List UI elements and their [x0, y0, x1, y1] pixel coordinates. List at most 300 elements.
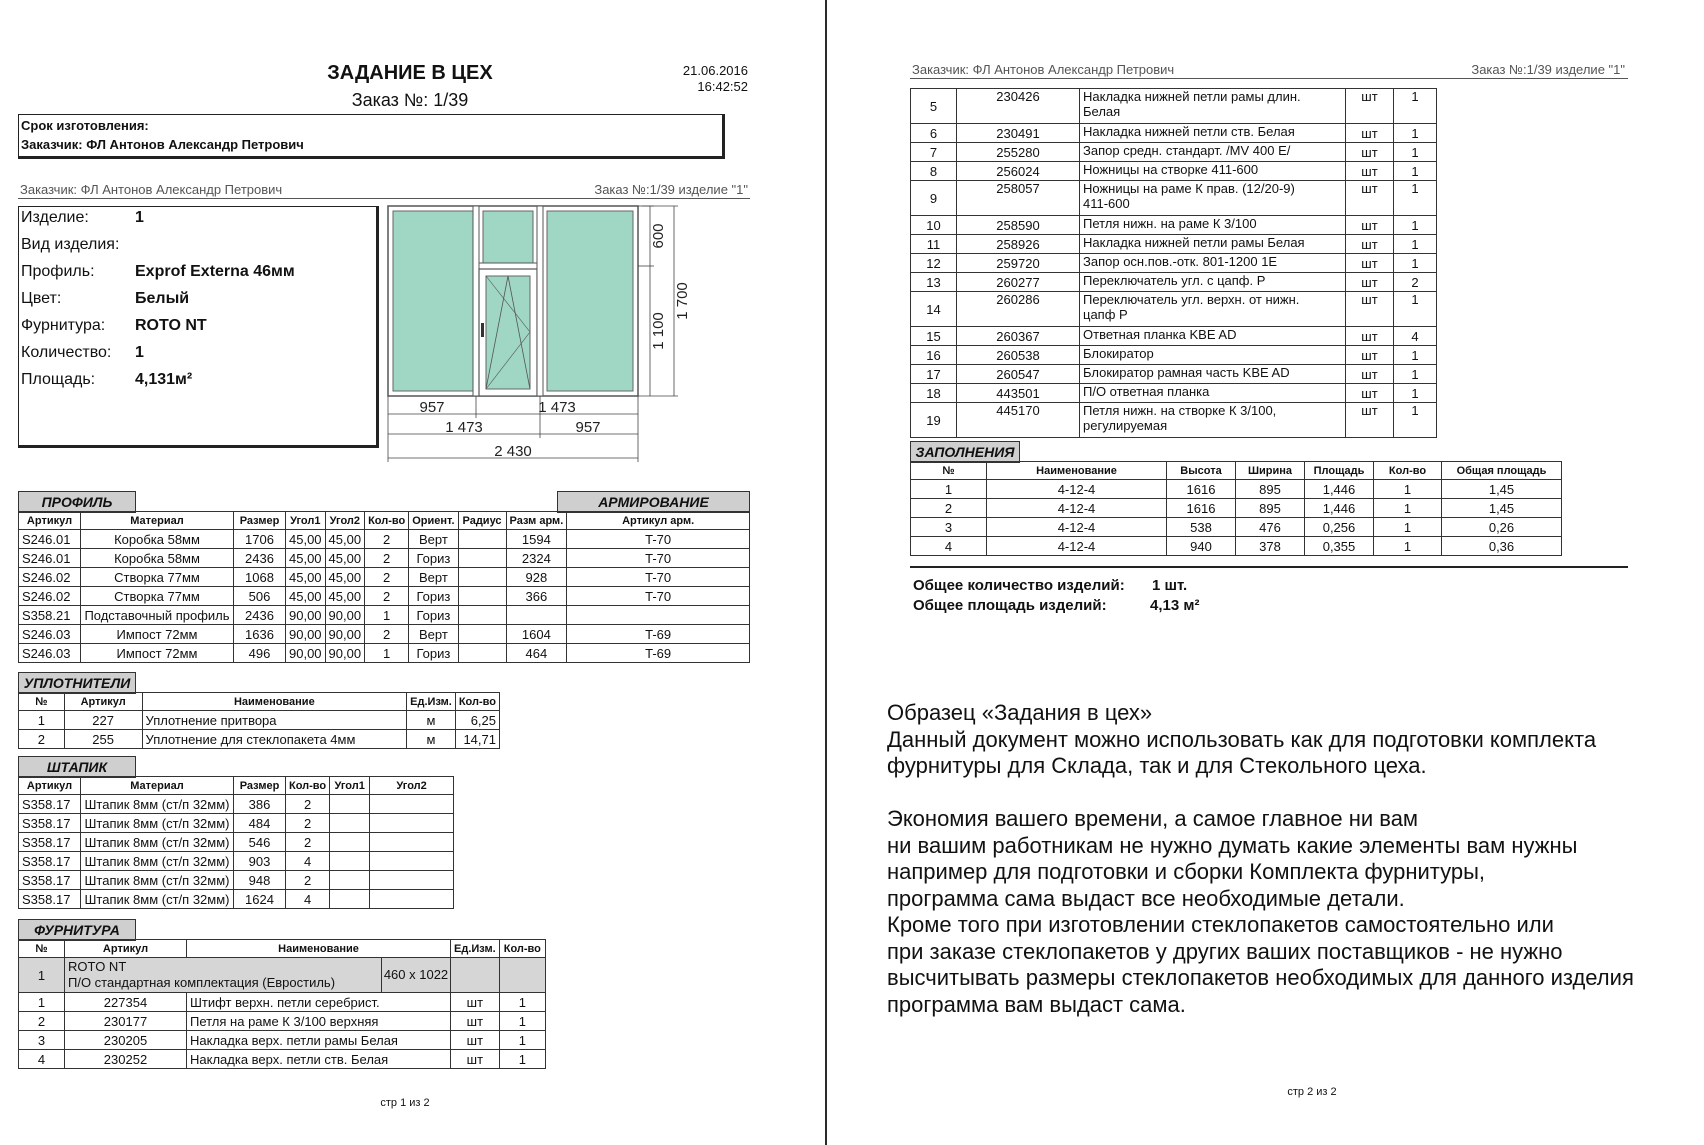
hardware-row [911, 327, 1437, 346]
profile-cell: S246.02 [19, 587, 81, 606]
description-line: Данный документ можно использовать как для подготовки комплекта [887, 726, 1597, 752]
bead-header-4: Угол1 [330, 777, 370, 795]
hardware-cell: 2 [19, 1012, 65, 1031]
hardware-cell: 230491 [957, 124, 1080, 143]
page-header-customer: Заказчик: ФЛ Антонов Александр Петрович [20, 182, 283, 197]
bead-cell [330, 852, 370, 871]
hardware-row [911, 254, 1437, 273]
profile-cell: Створка 77мм [81, 568, 234, 587]
fill-cell: 0,26 [1442, 518, 1562, 537]
profile-cell: Верт [409, 568, 458, 587]
fill-cell: 1 [1374, 480, 1442, 499]
fill-cell: 4-12-4 [987, 518, 1167, 537]
fill-row [911, 518, 1562, 537]
profile-cell: 366 [506, 587, 567, 606]
bead-cell: 4 [286, 890, 330, 909]
profile-cell: 2 [365, 549, 409, 568]
fill-header-1: Наименование [987, 462, 1167, 480]
seals-cell: 1 [19, 711, 65, 730]
page-number: стр 1 из 2 [380, 1097, 430, 1109]
bead-header-1: Материал [81, 777, 234, 795]
hardware-name-line: Переключатель угл. с цапф. Р [1083, 273, 1266, 288]
hardware-cell [1080, 273, 1346, 292]
hardware-cell: 260286 [957, 292, 1080, 327]
hardware-cell: 15 [911, 327, 957, 346]
bead-cell: S358.17 [19, 795, 81, 814]
bead-cell: 386 [234, 795, 286, 814]
bead-cell [370, 852, 454, 871]
bead-cell: 2 [286, 795, 330, 814]
profile-cell: 2 [365, 568, 409, 587]
seals-table [18, 692, 500, 749]
fill-cell: 378 [1236, 537, 1305, 556]
profile-cell [458, 644, 506, 663]
profile-cell: 45,00 [325, 587, 365, 606]
dim-left-b: 1 473 [445, 419, 483, 436]
hardware-cell [1080, 235, 1346, 254]
hardware-cell: шт [1346, 181, 1394, 216]
bead-cell: Штапик 8мм (ст/п 32мм) [81, 852, 234, 871]
profile-cell: T-69 [567, 625, 750, 644]
hardware-cell [1080, 327, 1346, 346]
bead-row [19, 852, 454, 871]
bead-cell: S358.17 [19, 833, 81, 852]
hardware-cell: 1 [1394, 162, 1437, 181]
bead-cell: S358.17 [19, 852, 81, 871]
profile-header-4: Угол2 [325, 512, 365, 530]
print-date: 21.06.2016 [682, 63, 748, 78]
hardware-cell: 1 [499, 993, 545, 1012]
hardware-row [19, 1050, 546, 1069]
hardware-group-name: ROTO NT [68, 959, 127, 974]
bead-cell: 546 [234, 833, 286, 852]
hardware-row [911, 124, 1437, 143]
profile-cell: 2436 [234, 549, 286, 568]
profile-cell: T-70 [567, 549, 750, 568]
hardware-cell: 13 [911, 273, 957, 292]
hardware-cell: 1 [1394, 89, 1437, 124]
bead-row [19, 814, 454, 833]
fill-cell: 4-12-4 [987, 537, 1167, 556]
hardware-cell: 6 [911, 124, 957, 143]
profile-cell: 506 [234, 587, 286, 606]
impost-right [537, 206, 543, 396]
page-number: стр 2 из 2 [1287, 1086, 1337, 1098]
hardware-row [19, 993, 546, 1012]
bead-cell: Штапик 8мм (ст/п 32мм) [81, 795, 234, 814]
seals-header-0: № [19, 693, 65, 711]
seals-row [19, 711, 500, 730]
hardware-header-row [19, 940, 546, 958]
profile-header-6: Ориент. [409, 512, 458, 530]
hardware-row [19, 1012, 546, 1031]
bead-cell [330, 871, 370, 890]
bead-cell: S358.17 [19, 814, 81, 833]
hardware-cell: 1 [1394, 346, 1437, 365]
description-line: при заказе стеклопакетов у других ваших поставщиков - не нужно [887, 938, 1563, 964]
seals-cell: 6,25 [455, 711, 499, 730]
hardware-cell: шт [1346, 124, 1394, 143]
hardware-cell: 8 [911, 162, 957, 181]
hardware-cell: 1 [1394, 292, 1437, 327]
hardware-name-line: Накладка нижней петли рамы длин. [1083, 89, 1301, 104]
profile-table [18, 511, 750, 663]
page-1 [0, 0, 825, 1145]
profile-header-8: Разм арм. [506, 512, 567, 530]
description-line: программа вам выдаст сама. [887, 991, 1186, 1017]
bead-header-2: Размер [234, 777, 286, 795]
profile-header-5: Кол-во [365, 512, 409, 530]
profile-cell: 1 [365, 644, 409, 663]
hardware-cell: 1 [1394, 235, 1437, 254]
bead-table [18, 776, 454, 909]
hardware-cell: шт [1346, 384, 1394, 403]
fill-cell: 0,36 [1442, 537, 1562, 556]
profile-cell: T-70 [567, 530, 750, 549]
seals-cell: м [407, 711, 456, 730]
profile-cell: 464 [506, 644, 567, 663]
hardware-cell: 5 [911, 89, 957, 124]
fill-header-3: Ширина [1236, 462, 1305, 480]
profile-cell: 90,00 [325, 606, 365, 625]
header-rule [18, 198, 750, 199]
total-area-value: 4,13 м² [1150, 597, 1200, 614]
header-rule [910, 78, 1628, 79]
hardware-cell: 230252 [65, 1050, 187, 1069]
order-summary-box [18, 114, 725, 159]
info-value-hardware: ROTO NT [135, 317, 207, 334]
profile-header-3: Угол1 [286, 512, 326, 530]
impost-horizontal [479, 263, 537, 269]
fill-cell: 940 [1167, 537, 1236, 556]
profile-row [19, 549, 750, 568]
fill-header-0: № [911, 462, 987, 480]
profile-cell: S246.01 [19, 530, 81, 549]
bead-row [19, 890, 454, 909]
seals-header-3: Ед.Изм. [407, 693, 456, 711]
description-line: Кроме того при изготовлении стеклопакетов самостоятельно или [887, 912, 1554, 937]
profile-header-2: Размер [234, 512, 286, 530]
fill-row [911, 537, 1562, 556]
hardware-cell: 255280 [957, 143, 1080, 162]
bead-cell: S358.17 [19, 871, 81, 890]
fill-table [910, 461, 1562, 556]
hardware-cell: 1 [499, 1031, 545, 1050]
hardware-cell: 230177 [65, 1012, 187, 1031]
page-header-order: Заказ №:1/39 изделие "1" [1471, 62, 1625, 77]
hardware-name-line: Запор средн. стандарт. /MV 400 E/ [1083, 143, 1291, 158]
description-line [887, 780, 1697, 807]
hardware-name-line: Ножницы на створке 411-600 [1083, 162, 1259, 177]
fill-cell: 3 [911, 518, 987, 537]
bead-cell [370, 833, 454, 852]
info-label-quantity: Количество: [21, 344, 112, 361]
hardware-cell: 445170 [957, 403, 1080, 438]
hardware-cell [1080, 403, 1346, 438]
window-drawing [380, 200, 720, 470]
hardware-cell: 1 [1394, 181, 1437, 216]
hardware-cell: 258057 [957, 181, 1080, 216]
hardware-cell: 227354 [65, 993, 187, 1012]
hardware-cell: 1 [1394, 216, 1437, 235]
profile-header-row [19, 512, 750, 530]
glass-right [547, 211, 633, 391]
hardware-row [911, 346, 1437, 365]
hardware-cell: 12 [911, 254, 957, 273]
profile-row [19, 587, 750, 606]
bead-cell [330, 814, 370, 833]
profile-header-1: Материал [81, 512, 234, 530]
profile-cell: S358.21 [19, 606, 81, 625]
sash-handle [481, 323, 484, 337]
hardware-cell: 16 [911, 346, 957, 365]
fill-header-5: Кол-во [1374, 462, 1442, 480]
fill-cell: 538 [1167, 518, 1236, 537]
bead-cell: Штапик 8мм (ст/п 32мм) [81, 814, 234, 833]
fill-cell: 1 [911, 480, 987, 499]
total-area-label: Общее площадь изделий: [913, 597, 1107, 614]
profile-cell: Импост 72мм [81, 625, 234, 644]
bead-cell: Штапик 8мм (ст/п 32мм) [81, 890, 234, 909]
profile-cell: T-70 [567, 587, 750, 606]
profile-row [19, 530, 750, 549]
fill-cell: 1616 [1167, 499, 1236, 518]
bead-cell: 2 [286, 814, 330, 833]
hardware-cell: 1 [1394, 254, 1437, 273]
print-time: 16:42:52 [697, 79, 748, 94]
total-qty-value: 1 шт. [1152, 577, 1188, 594]
hardware-header-1: Артикул [65, 940, 187, 958]
bead-header-row [19, 777, 454, 795]
info-label-product: Изделие: [21, 209, 89, 226]
seals-cell: 227 [64, 711, 142, 730]
profile-cell: 496 [234, 644, 286, 663]
hardware-name-line: Накладка нижней петли рамы Белая [1083, 235, 1305, 250]
hardware-cell: 1 [19, 993, 65, 1012]
fill-cell: 1,45 [1442, 499, 1562, 518]
hardware-cell: 1 [1394, 365, 1437, 384]
fill-header-2: Высота [1167, 462, 1236, 480]
description-line: программа сама выдаст все необходимые детали. [887, 885, 1405, 911]
profile-cell: 45,00 [325, 568, 365, 587]
profile-row [19, 568, 750, 587]
hardware-cell: Петля на раме К 3/100 верхняя [187, 1012, 451, 1031]
fill-cell: 1 [1374, 537, 1442, 556]
hardware-cell [1080, 292, 1346, 327]
profile-cell: 1604 [506, 625, 567, 644]
hardware-header-3: Ед.Изм. [451, 940, 500, 958]
bead-cell [370, 795, 454, 814]
hardware-cell: шт [1346, 162, 1394, 181]
seals-header-2: Наименование [142, 693, 407, 711]
hardware-row [911, 403, 1437, 438]
hardware-cell: 17 [911, 365, 957, 384]
dim-total-right: 1 700 [674, 282, 691, 320]
info-label-profile: Профиль: [21, 263, 95, 280]
hardware-cell: Накладка верх. петли рамы Белая [187, 1031, 451, 1050]
profile-cell: 45,00 [286, 530, 326, 549]
profile-cell: Коробка 58мм [81, 530, 234, 549]
profile-cell: 45,00 [325, 530, 365, 549]
profile-cell: 2 [365, 625, 409, 644]
dim-mid-right: 1 100 [650, 312, 667, 350]
fill-header-6: Общая площадь [1442, 462, 1562, 480]
impost-left [473, 206, 479, 396]
hardware-row [911, 273, 1437, 292]
hardware-cell: шт [1346, 89, 1394, 124]
seals-section-title: УПЛОТНИТЕЛИ [18, 672, 136, 694]
profile-cell: S246.02 [19, 568, 81, 587]
hardware-name-line: Петля нижн. на створке К 3/100, [1083, 403, 1277, 418]
dim-total-width: 2 430 [494, 443, 532, 460]
hardware-cell [1080, 365, 1346, 384]
profile-cell: 45,00 [325, 549, 365, 568]
hardware-cell: шт [451, 1050, 500, 1069]
hardware-name-line: Петля нижн. на раме К 3/100 [1083, 216, 1257, 231]
hardware-cell: 4 [19, 1050, 65, 1069]
reinforcement-section-title: АРМИРОВАНИЕ [557, 491, 750, 513]
info-label-hardware: Фурнитура: [21, 317, 106, 334]
hardware-cell: 19 [911, 403, 957, 438]
fill-row [911, 480, 1562, 499]
profile-cell: 90,00 [286, 606, 326, 625]
hardware-cell [1080, 254, 1346, 273]
hardware-group-row [19, 958, 546, 993]
hardware-cell: шт [451, 1012, 500, 1031]
profile-section-title: ПРОФИЛЬ [18, 491, 136, 513]
profile-cell [458, 530, 506, 549]
glass-left [393, 211, 473, 391]
fill-cell: 4-12-4 [987, 499, 1167, 518]
profile-cell: 90,00 [286, 625, 326, 644]
order-title: Заказ №: 1/39 [351, 90, 469, 110]
seals-row [19, 730, 500, 749]
hardware-group-desc: П/О стандартная комплектация (Евростиль) [68, 975, 336, 990]
fill-cell: 895 [1236, 480, 1305, 499]
fill-cell: 0,355 [1305, 537, 1374, 556]
hardware-name-line: Ответная планка KBE AD [1083, 327, 1237, 342]
info-label-kind: Вид изделия: [21, 236, 120, 253]
profile-cell: 2 [365, 530, 409, 549]
profile-row [19, 606, 750, 625]
document-title: ЗАДАНИЕ В ЦЕХ [327, 62, 493, 84]
bead-cell: 4 [286, 852, 330, 871]
profile-cell: T-70 [567, 568, 750, 587]
profile-cell: S246.01 [19, 549, 81, 568]
hardware-cell: 230426 [957, 89, 1080, 124]
totals-rule [910, 566, 1628, 568]
hardware-name-line: цапф Р [1083, 307, 1128, 322]
description-line: фурнитуры для Склада, так и для Стекольного цеха. [887, 753, 1427, 778]
deadline-label: Срок изготовления: [21, 118, 149, 133]
dim-top-right: 600 [650, 223, 667, 249]
hardware-cell: 1 [1394, 403, 1437, 438]
hardware-name-line: Блокиратор рамная часть KBE AD [1083, 365, 1290, 380]
fill-cell: 2 [911, 499, 987, 518]
profile-cell: Коробка 58мм [81, 549, 234, 568]
hardware-cell: Штифт верхн. петли серебрист. [187, 993, 451, 1012]
seals-cell: 2 [19, 730, 65, 749]
hardware-cell [1080, 89, 1346, 124]
hardware-cell: 258926 [957, 235, 1080, 254]
fill-row [911, 499, 1562, 518]
profile-cell: Гориз [409, 606, 458, 625]
profile-cell: Гориз [409, 549, 458, 568]
hardware-cell: шт [1346, 403, 1394, 438]
profile-cell: S246.03 [19, 625, 81, 644]
seals-cell: 255 [64, 730, 142, 749]
profile-header-7: Радиус [458, 512, 506, 530]
profile-cell: Импост 72мм [81, 644, 234, 663]
hardware-row [911, 235, 1437, 254]
seals-cell: Уплотнение притвора [142, 711, 407, 730]
profile-cell: 1706 [234, 530, 286, 549]
hardware-cell: 230205 [65, 1031, 187, 1050]
profile-cell: 1594 [506, 530, 567, 549]
bead-cell: 2 [286, 833, 330, 852]
hardware-row [911, 162, 1437, 181]
hardware-cell [1080, 216, 1346, 235]
hardware-cell: 4 [1394, 327, 1437, 346]
fill-cell: 1 [1374, 499, 1442, 518]
bead-cell: 2 [286, 871, 330, 890]
description-text [887, 700, 1697, 1018]
profile-header-9: Артикул арм. [567, 512, 750, 530]
hardware-cell: 1 [1394, 124, 1437, 143]
hardware-cell: 2 [1394, 273, 1437, 292]
hardware-cell: 443501 [957, 384, 1080, 403]
hardware-cell: шт [1346, 292, 1394, 327]
hardware-table [18, 939, 546, 1069]
fill-header-row [911, 462, 1562, 480]
page-header-customer: Заказчик: ФЛ Антонов Александр Петрович [912, 62, 1175, 77]
profile-cell: 2436 [234, 606, 286, 625]
hardware-cell [1080, 143, 1346, 162]
hardware-header-4: Кол-во [499, 940, 545, 958]
customer-label: Заказчик: ФЛ Антонов Александр Петрович [21, 137, 304, 152]
profile-cell: Гориз [409, 587, 458, 606]
bead-cell [370, 814, 454, 833]
profile-cell [458, 606, 506, 625]
profile-cell: 45,00 [286, 549, 326, 568]
hardware-name-line: Переключатель угл. верхн. от нижн. [1083, 292, 1300, 307]
hardware-cell: Накладка верх. петли ств. Белая [187, 1050, 451, 1069]
glass-sash [486, 276, 530, 389]
hardware-header-2: Наименование [187, 940, 451, 958]
glass-top-middle [483, 211, 533, 263]
hardware-name-line: Ножницы на раме К прав. (12/20-9) [1083, 181, 1295, 196]
hardware-cell: 260538 [957, 346, 1080, 365]
seals-cell: м [407, 730, 456, 749]
hardware-cell: 1 [499, 1012, 545, 1031]
info-value-quantity: 1 [135, 344, 144, 361]
hardware-cell: 260367 [957, 327, 1080, 346]
hardware-cell: шт [1346, 143, 1394, 162]
product-info-box [18, 206, 379, 448]
bead-row [19, 833, 454, 852]
total-qty-label: Общее количество изделий: [913, 577, 1125, 594]
profile-cell: Створка 77мм [81, 587, 234, 606]
hardware-cell: шт [1346, 327, 1394, 346]
profile-cell: 90,00 [286, 644, 326, 663]
bead-header-5: Угол2 [370, 777, 454, 795]
description-line: высчитывать размеры стеклопакетов необходимых для данного изделия [887, 965, 1634, 990]
profile-cell: 45,00 [286, 587, 326, 606]
hardware-cell [1080, 181, 1346, 216]
hardware-cell [1080, 162, 1346, 181]
profile-row [19, 644, 750, 663]
info-label-area: Площадь: [21, 371, 96, 388]
